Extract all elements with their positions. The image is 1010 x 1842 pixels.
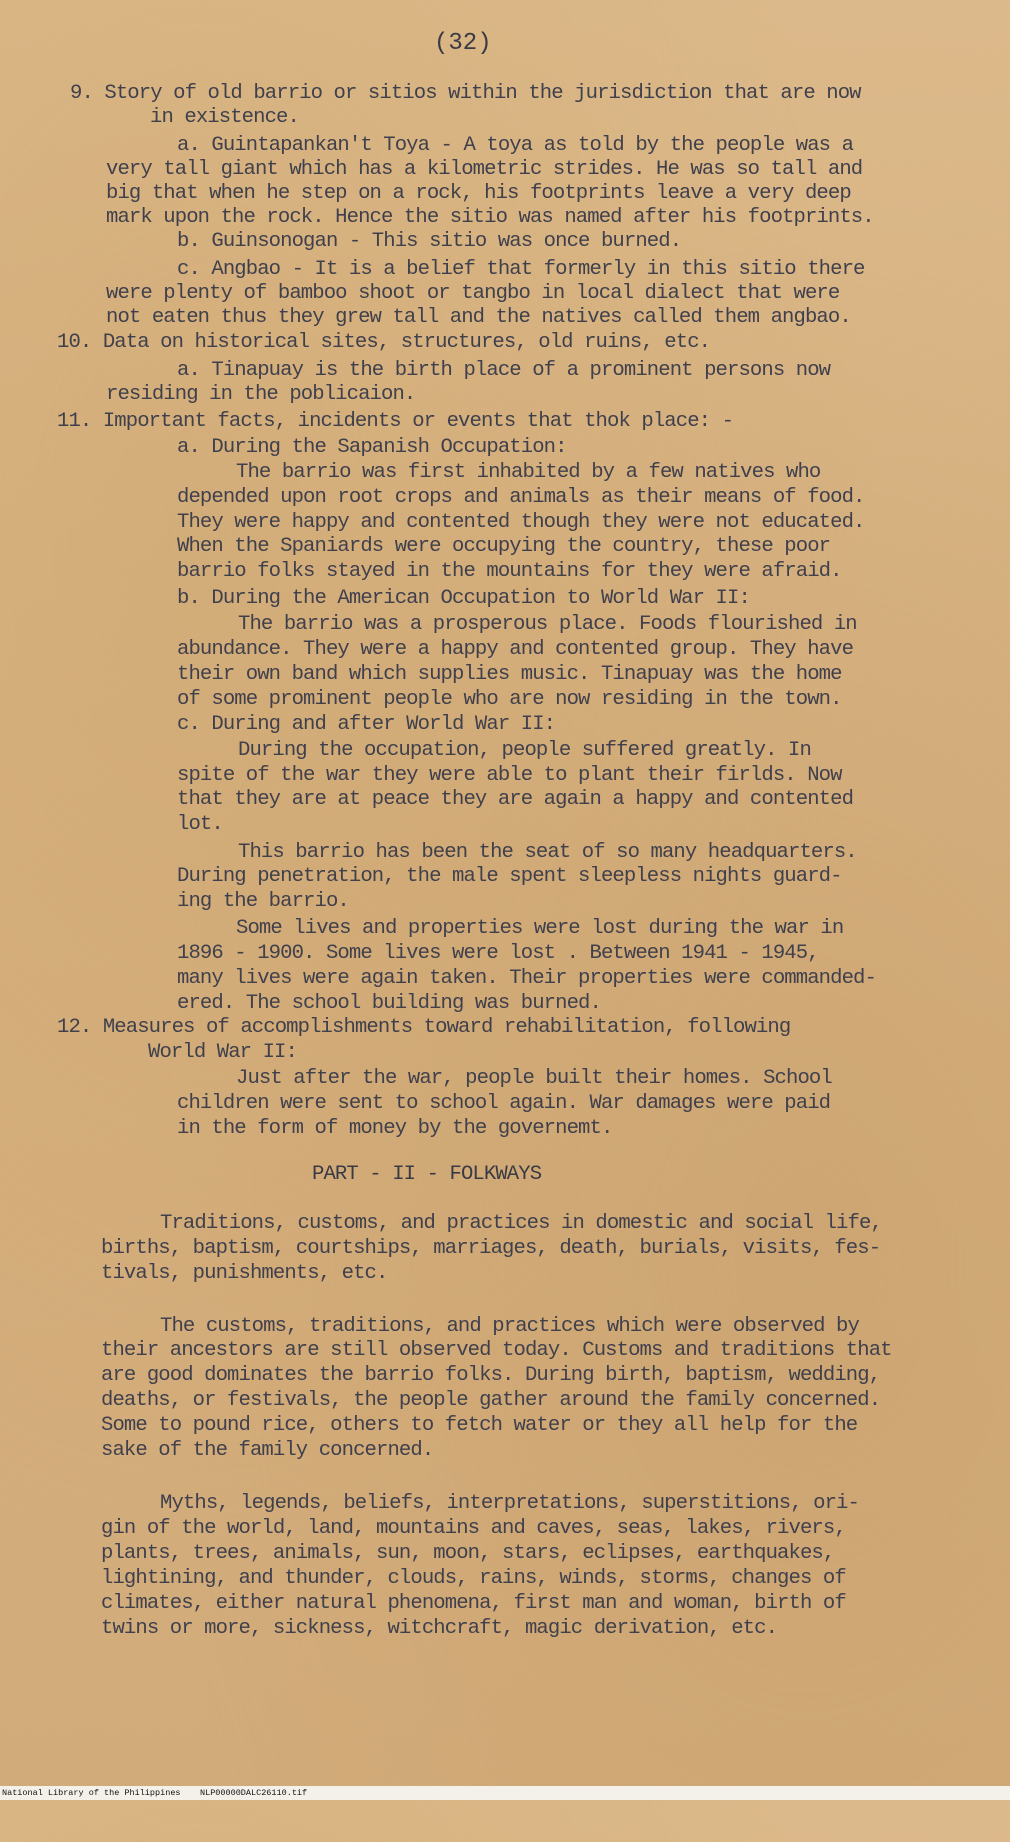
text-line: The customs, traditions, and practices which were observed by: [160, 1315, 859, 1338]
text-line: They were happy and contented though they were not educated.: [177, 511, 865, 534]
text-line: barrio folks stayed in the mountains for they were afraid.: [177, 560, 842, 583]
page-number: (32): [434, 30, 492, 57]
text-line: Just after the war, people built their homes. School: [236, 1067, 832, 1090]
text-line: b. During the American Occupation to World War II:: [177, 587, 750, 610]
text-line: mark upon the rock. Hence the sitio was named after his footprints.: [106, 206, 874, 229]
text-line: very tall giant which has a kilometric strides. He was so tall and: [106, 158, 863, 181]
file-id: NLP00000DALC26110.tif: [200, 1788, 308, 1798]
text-line: of some prominent people who are now residing in the town.: [177, 688, 842, 711]
text-line: During penetration, the male spent sleepless nights guard-: [177, 865, 842, 888]
text-line: b. Guinsonogan - This sitio was once burned.: [177, 230, 682, 253]
text-line: that they are at peace they are again a happy and contented: [177, 788, 854, 811]
scan-footer: [0, 1786, 1010, 1800]
text-line: a. Guintapankan't Toya - A toya as told by the people was a: [177, 134, 854, 157]
text-line: c. Angbao - It is a belief that formerly in this sitio there: [177, 258, 865, 281]
text-line: 10. Data on historical sites, structures, old ruins, etc.: [57, 331, 711, 354]
text-line: 12. Measures of accomplishments toward rehabilitation, following: [57, 1016, 791, 1039]
text-line: big that when he step on a rock, his footprints leave a very deep: [106, 182, 851, 205]
text-line: spite of the war they were able to plant their firlds. Now: [177, 764, 842, 787]
text-line: c. During and after World War II:: [177, 713, 556, 736]
text-line: abundance. They were a happy and contented group. They have: [177, 638, 854, 661]
text-line: children were sent to school again. War damages were paid: [177, 1092, 831, 1115]
text-line: The barrio was a prosperous place. Foods flourished in: [238, 613, 857, 636]
text-line: not eaten thus they grew tall and the natives called them angbao.: [106, 306, 851, 329]
text-line: sake of the family concerned.: [101, 1439, 434, 1462]
text-line: in existence.: [150, 106, 299, 129]
part-heading: PART - II - FOLKWAYS: [312, 1163, 542, 1186]
text-line: are good dominates the barrio folks. During birth, baptism, wedding,: [101, 1364, 881, 1387]
text-line: gin of the world, land, mountains and caves, seas, lakes, rivers,: [101, 1517, 846, 1540]
text-line: were plenty of bamboo shoot or tangbo in local dialect that were: [106, 282, 840, 305]
text-line: Some lives and properties were lost during the war in: [236, 917, 844, 940]
text-line: plants, trees, animals, sun, moon, stars, eclipses, earthquakes,: [101, 1542, 835, 1565]
text-line: This barrio has been the seat of so many headquarters.: [238, 841, 857, 864]
text-line: tivals, punishments, etc.: [101, 1262, 388, 1285]
text-line: residing in the poblicaion.: [106, 383, 416, 406]
library-name: National Library of the Philippines: [2, 1788, 181, 1798]
text-line: 1896 - 1900. Some lives were lost . Between 1941 - 1945,: [177, 942, 819, 965]
text-line: births, baptism, courtships, marriages, death, burials, visits, fes-: [101, 1237, 881, 1260]
text-line: Some to pound rice, others to fetch water or they all help for the: [101, 1414, 858, 1437]
text-line: lightining, and thunder, clouds, rains, winds, storms, changes of: [101, 1567, 846, 1590]
text-line: many lives were again taken. Their properties were commanded-: [177, 967, 876, 990]
text-line: a. During the Sapanish Occupation:: [177, 436, 567, 459]
text-line: Traditions, customs, and practices in domestic and social life,: [160, 1212, 882, 1235]
text-line: 11. Important facts, incidents or events that thok place: -: [57, 410, 734, 433]
text-line: twins or more, sickness, witchcraft, magic derivation, etc.: [101, 1617, 778, 1640]
text-line: World War II:: [148, 1041, 297, 1064]
text-line: Myths, legends, beliefs, interpretations, superstitions, ori-: [160, 1492, 859, 1515]
text-line: depended upon root crops and animals as their means of food.: [177, 486, 865, 509]
text-line: their own band which supplies music. Tinapuay was the home: [177, 663, 842, 686]
text-line: in the form of money by the governemt.: [177, 1117, 613, 1140]
text-line: When the Spaniards were occupying the country, these poor: [177, 535, 831, 558]
text-line: climates, either natural phenomena, first man and woman, birth of: [101, 1592, 846, 1615]
text-line: their ancestors are still observed today. Customs and traditions that: [101, 1339, 892, 1362]
text-line: lot.: [177, 813, 223, 836]
text-line: 9. Story of old barrio or sitios within the jurisdiction that are now: [70, 82, 861, 105]
text-line: ing the barrio.: [177, 890, 349, 913]
text-line: ered. The school building was burned.: [177, 992, 601, 1015]
text-line: deaths, or festivals, the people gather around the family concerned.: [101, 1389, 881, 1412]
text-line: a. Tinapuay is the birth place of a prominent persons now: [177, 359, 831, 382]
text-line: During the occupation, people suffered greatly. In: [238, 739, 811, 762]
text-line: The barrio was first inhabited by a few natives who: [236, 461, 821, 484]
